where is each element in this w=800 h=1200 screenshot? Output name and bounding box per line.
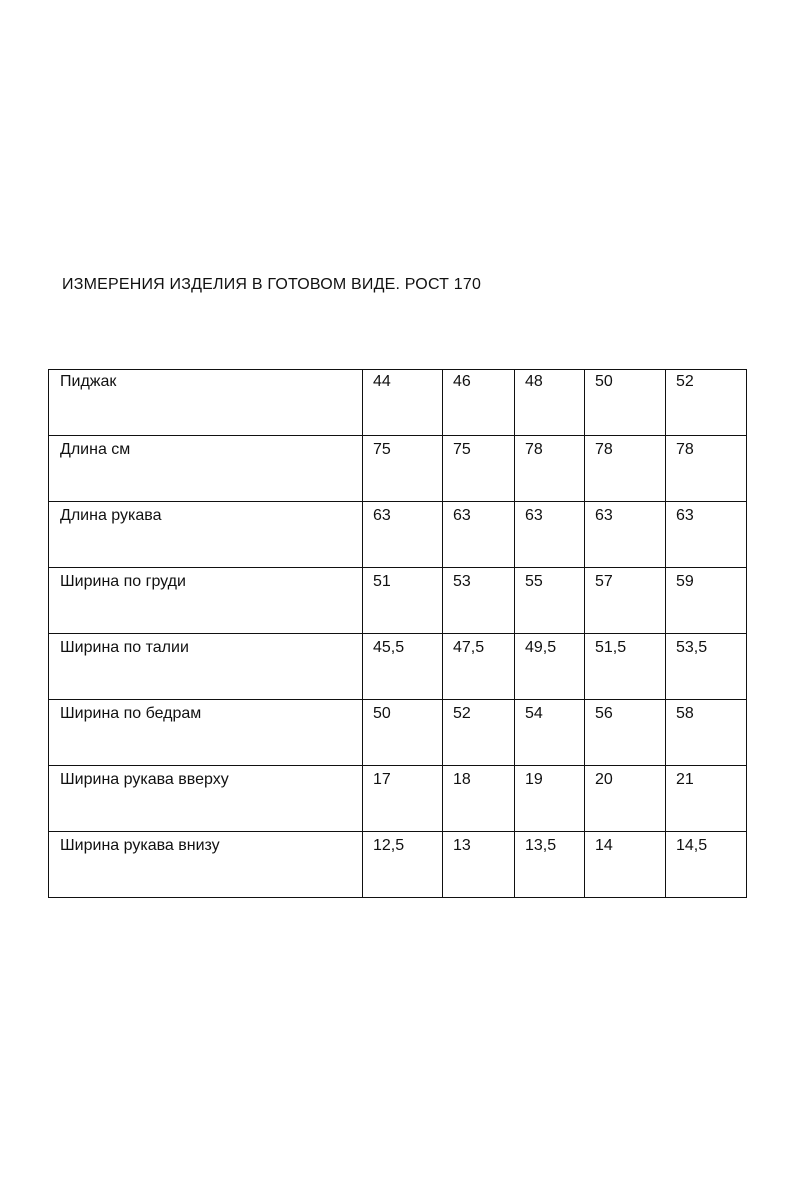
row-label: Длина см: [49, 436, 363, 502]
row-label: Ширина рукава внизу: [49, 832, 363, 898]
table-cell: 13: [443, 832, 515, 898]
table-cell: 17: [363, 766, 443, 832]
table-cell: 63: [585, 502, 666, 568]
row-label: Ширина по талии: [49, 634, 363, 700]
table-cell: 14: [585, 832, 666, 898]
table-cell: 50: [363, 700, 443, 766]
table-cell: 19: [515, 766, 585, 832]
table-row: [49, 502, 747, 568]
table-cell: 45,5: [363, 634, 443, 700]
table-cell: 13,5: [515, 832, 585, 898]
size-header-cell: 50: [585, 370, 666, 436]
table-cell: 78: [666, 436, 747, 502]
row-label: Ширина рукава вверху: [49, 766, 363, 832]
table-row: [49, 568, 747, 634]
table-row: [49, 700, 747, 766]
table-cell: 53: [443, 568, 515, 634]
row-label: Ширина по груди: [49, 568, 363, 634]
size-header-cell: 52: [666, 370, 747, 436]
table-cell: 53,5: [666, 634, 747, 700]
table-cell: 63: [666, 502, 747, 568]
table-cell: 54: [515, 700, 585, 766]
table-cell: 56: [585, 700, 666, 766]
table-cell: 47,5: [443, 634, 515, 700]
table-cell: 14,5: [666, 832, 747, 898]
table-cell: 78: [585, 436, 666, 502]
table-cell: 55: [515, 568, 585, 634]
table-cell: 20: [585, 766, 666, 832]
measurements-table: [48, 369, 747, 898]
page-title: ИЗМЕРЕНИЯ ИЗДЕЛИЯ В ГОТОВОМ ВИДЕ. РОСТ 170: [62, 276, 482, 293]
table-cell: 59: [666, 568, 747, 634]
table-cell: 51: [363, 568, 443, 634]
table-cell: 63: [363, 502, 443, 568]
size-header-cell: 44: [363, 370, 443, 436]
table-cell: 51,5: [585, 634, 666, 700]
size-header-cell: 46: [443, 370, 515, 436]
table-row: [49, 766, 747, 832]
table-cell: 63: [515, 502, 585, 568]
table-cell: 75: [443, 436, 515, 502]
size-header-cell: 48: [515, 370, 585, 436]
row-label: Пиджак: [49, 370, 363, 436]
table-row: [49, 436, 747, 502]
table-cell: 57: [585, 568, 666, 634]
table-cell: 58: [666, 700, 747, 766]
table-cell: 21: [666, 766, 747, 832]
table-cell: 75: [363, 436, 443, 502]
table-cell: 78: [515, 436, 585, 502]
row-label: Ширина по бедрам: [49, 700, 363, 766]
table-row: [49, 832, 747, 898]
table-cell: 49,5: [515, 634, 585, 700]
table-cell: 52: [443, 700, 515, 766]
table-row: [49, 634, 747, 700]
table-cell: 63: [443, 502, 515, 568]
table-cell: 12,5: [363, 832, 443, 898]
row-label: Длина рукава: [49, 502, 363, 568]
table-header-row: [49, 370, 747, 436]
table-cell: 18: [443, 766, 515, 832]
